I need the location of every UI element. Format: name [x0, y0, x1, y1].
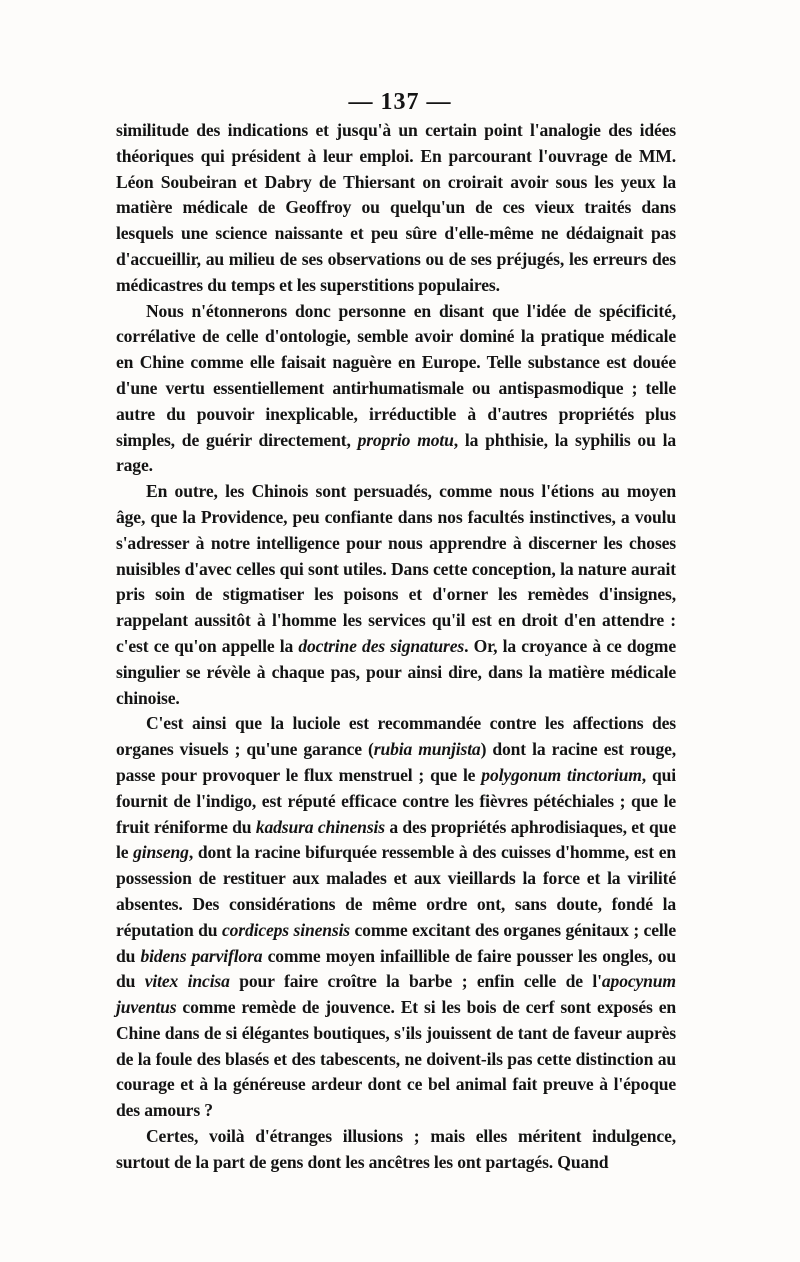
italic-term: apocynum juventus: [116, 971, 676, 1018]
page-number: — 137 —: [348, 89, 452, 115]
text-segment: comme remède de jouvence. Et si les bois de cerf sont exposés en Chine dans de si élégantes boutiques, s'ils jouissent de tant de faveur auprès de la foule des blasés et des tabescents, ne doivent-ils pas cette distinction au courage et à la généreuse ardeur dont ce bel animal fait preuve à l'époque des amours ?: [116, 997, 676, 1121]
text-segment: Nous n'étonnerons donc personne en disant que l'idée de spécificité, corrélative de celle d'ontologie, semble avoir dominé la pratique médicale en Chine comme elle faisait naguère en Europe. Telle substance est douée d'une vertu essentiellement antirhumatismale ou antispasmodique ; telle autre du pouvoir inexplicable, irréductible à d'autres propriétés plus simples, de guérir directement,: [116, 300, 676, 450]
text-segment: similitude des indications et jusqu'à un certain point l'analogie des idées théoriques qui président à leur emploi. En parcourant l'ouvrage de MM. Léon Soubeiran et Dabry de Thiersant on croirait avoir sous les yeux la matière médicale de Geoffroy ou quelqu'un de ces vieux traités dans lesquels une science naissante et peu sûre d'elle-même ne dédaignait pas d'accueillir, au milieu de ses observations ou de ses préjugés, les erreurs des médicastres du temps et les superstitions populaires.: [116, 120, 676, 295]
italic-term: cordiceps sinensis: [221, 919, 351, 940]
italic-term: vitex incisa: [144, 971, 230, 992]
italic-term: rubia munjista: [373, 739, 481, 760]
paragraph-4: [116, 711, 676, 1124]
italic-term: kadsura chinensis: [255, 816, 385, 837]
text-segment: . Or, la croyance à ce dogme singulier se révèle à chaque pas, pour ainsi dire, dans la matière médicale chinoise.: [116, 635, 676, 708]
italic-term: polygonum tinctorium: [481, 764, 642, 785]
text-segment: ) dont la racine est rouge, passe pour provoquer le flux menstruel ; que le: [116, 739, 676, 785]
text-segment: , qui fournit de l'indigo, est réputé efficace contre les fièvres pétéchiales ; que le fruit réniforme du: [116, 764, 676, 837]
text-segment: C'est ainsi que la luciole est recommandée contre les affections des organes visuels ; qu'une garance (: [116, 713, 676, 760]
text-segment: Certes, voilà d'étranges illusions ; mais elles méritent indulgence, surtout de la part de gens dont les ancêtres les ont partagés. Quand: [116, 1126, 676, 1172]
text-segment: , dont la racine bifurquée ressemble à des cuisses d'homme, est en possession de restituer aux malades et aux vieillards la force et la virilité absentes. Des considérations de même ordre ont, sans doute, fondé la réputation du: [116, 842, 676, 940]
paragraph-5: [116, 1124, 676, 1176]
paragraph-3: [116, 479, 676, 711]
text-segment: comme moyen infaillible de faire pousser les ongles, ou du: [116, 945, 676, 992]
paragraph-2: [116, 299, 676, 480]
paragraph-1: [116, 118, 676, 299]
italic-term: doctrine des signatures: [298, 635, 465, 656]
body-text: [116, 118, 676, 1176]
text-segment: comme excitant des organes génitaux ; celle du: [116, 919, 676, 966]
text-segment: a des propriétés aphrodisiaques, et que le: [116, 816, 676, 863]
italic-term: proprio motu: [357, 429, 454, 450]
text-segment: En outre, les Chinois sont persuadés, comme nous l'étions au moyen âge, que la Providence, peu confiante dans nos facultés instinctives, a voulu s'adresser à notre intelligence pour nous apprendre à discerner les choses nuisibles d'avec celles qui sont utiles. Dans cette conception, la nature aurait pris soin de stigmatiser les poisons et d'orner les remèdes d'insignes, rappelant aussitôt à l'homme les services qu'il est en droit d'en attendre : c'est ce qu'on appelle la: [116, 481, 676, 656]
text-segment: pour faire croître la barbe ; enfin celle de l': [229, 971, 602, 992]
italic-term: bidens parviflora: [140, 945, 263, 966]
text-segment: , la phthisie, la syphilis ou la rage.: [116, 429, 676, 476]
italic-term: ginseng: [133, 842, 189, 863]
